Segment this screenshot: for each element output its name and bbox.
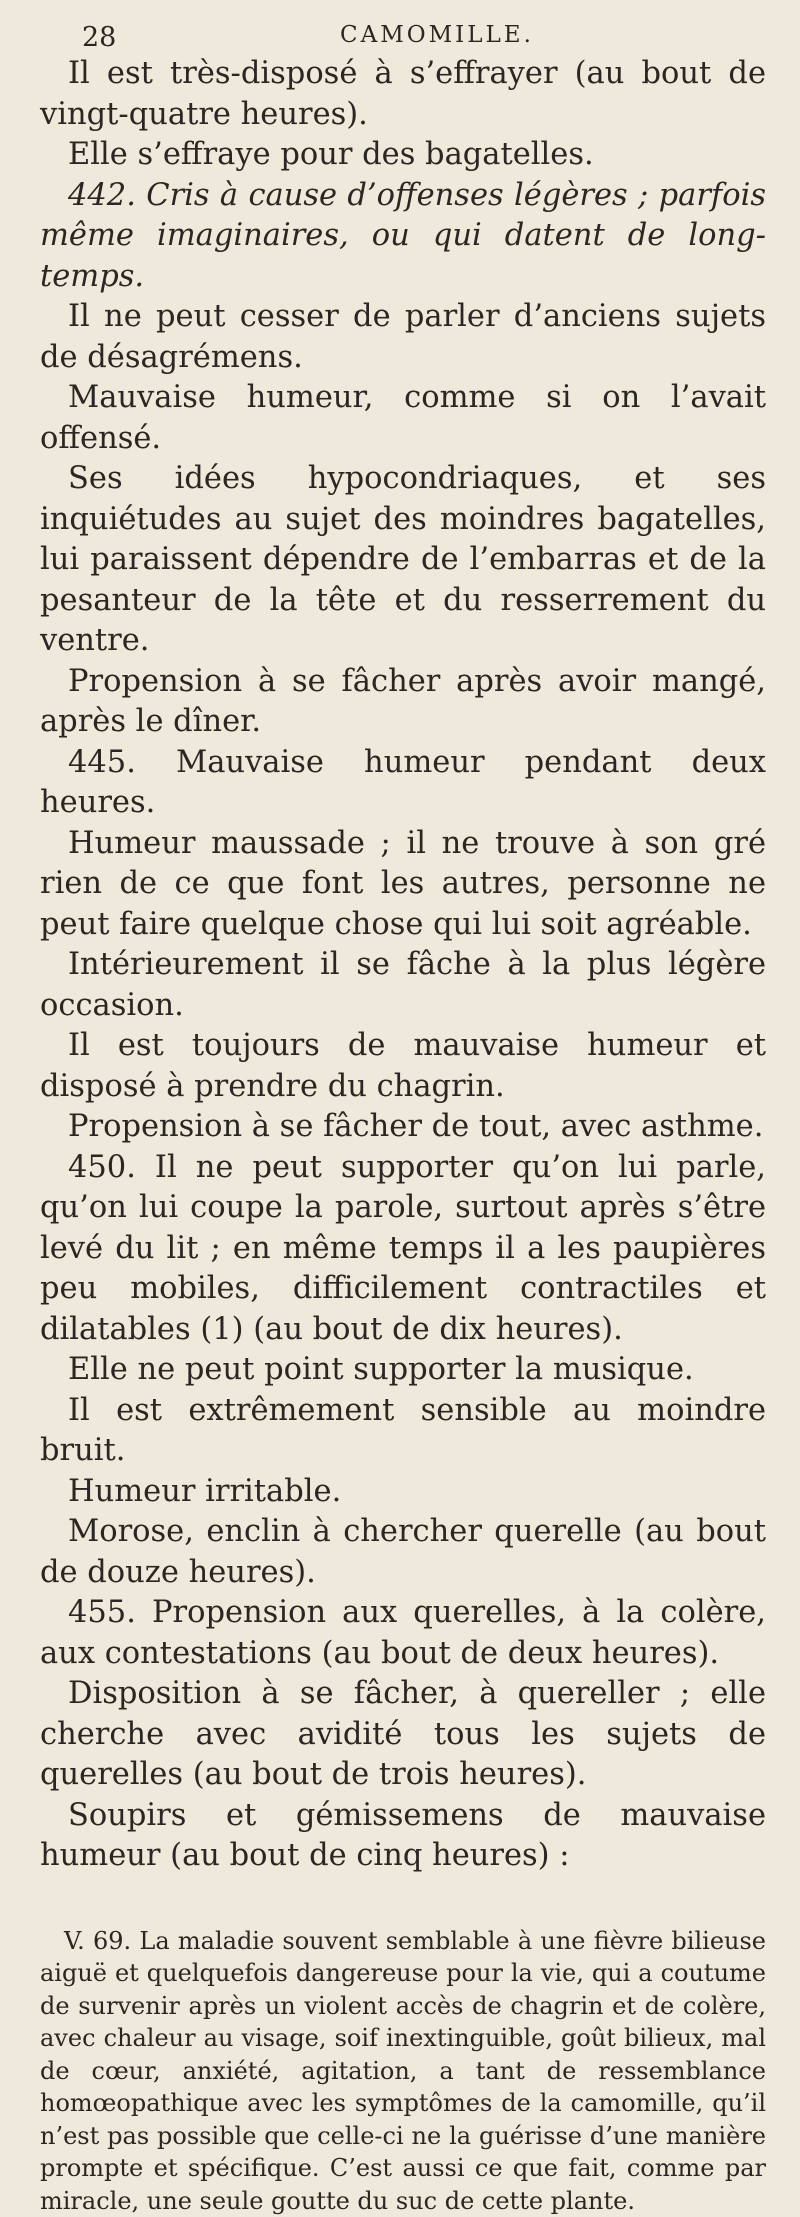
entry-paragraph: Intérieurement il se fâche à la plus légère occasion. bbox=[40, 945, 766, 1026]
entry-paragraph: 450. Il ne peut supporter qu’on lui parle, qu’on lui coupe la parole, surtout après s’être levé du lit ; en même temps il a les paupières peu mobiles, difficilement contractiles et dilatables (1) (au bout de dix heures). bbox=[40, 1148, 766, 1351]
entry-paragraph: Propension à se fâcher de tout, avec asthme. bbox=[40, 1107, 766, 1148]
entry-paragraph: 455. Propension aux querelles, à la colère, aux contestations (au bout de deux heures). bbox=[40, 1593, 766, 1674]
entry-paragraph: Humeur irritable. bbox=[40, 1472, 766, 1513]
entry-paragraph: Il est très-disposé à s’effrayer (au bout de vingt-quatre heures). bbox=[40, 54, 766, 135]
footnote-text: V. 69. La maladie souvent semblable à une fièvre bilieuse aiguë et quelquefois dangereuse pour la vie, qui a coutume de survenir après un violent accès de chagrin et de colère, avec chaleur au visage, soif inextinguible, goût bilieux, mal de cœur, anxiété, agitation, a tant de ressemblance homœopathique avec les symptômes de la camomille, qu’il n’est pas possible que celle-ci ne la guérisse d’une manière prompte et spécifique. C’est aussi ce que fait, comme par miracle, une seule goutte du suc de cette plante. bbox=[40, 1925, 766, 2217]
entry-paragraph: Disposition à se fâcher, à quereller ; elle cherche avec avidité tous les sujets de querelles (au bout de trois heures). bbox=[40, 1674, 766, 1796]
entry-paragraph: 442. Cris à cause d’offenses légères ; parfois même imaginaires, ou qui datent de long-temps. bbox=[40, 176, 766, 298]
running-title: CAMOMILLE. bbox=[340, 22, 534, 48]
entry-paragraph: Morose, enclin à chercher querelle (au bout de douze heures). bbox=[40, 1512, 766, 1593]
page-header bbox=[40, 10, 766, 54]
entry-paragraph: Ses idées hypocondriaques, et ses inquiétudes au sujet des moindres bagatelles, lui paraissent dépendre de l’embarras et de la pesanteur de la tête et du resserrement du ventre. bbox=[40, 459, 766, 662]
entry-paragraph: Il est toujours de mauvaise humeur et disposé à prendre du chagrin. bbox=[40, 1026, 766, 1107]
entry-paragraph: Humeur maussade ; il ne trouve à son gré rien de ce que font les autres, personne ne peut faire quelque chose qui lui soit agréable. bbox=[40, 824, 766, 946]
entry-paragraph: Elle ne peut point supporter la musique. bbox=[40, 1350, 766, 1391]
entry-paragraph: Propension à se fâcher après avoir mangé, après le dîner. bbox=[40, 662, 766, 743]
main-text bbox=[40, 54, 766, 1877]
entry-paragraph: Soupirs et gémissemens de mauvaise humeur (au bout de cinq heures) : bbox=[40, 1796, 766, 1877]
entry-paragraph: Elle s’effraye pour des bagatelles. bbox=[40, 135, 766, 176]
entry-paragraph: Il est extrêmement sensible au moindre bruit. bbox=[40, 1391, 766, 1472]
page-number: 28 bbox=[82, 22, 116, 53]
entry-paragraph: Mauvaise humeur, comme si on l’avait offensé. bbox=[40, 378, 766, 459]
entry-paragraph: 445. Mauvaise humeur pendant deux heures. bbox=[40, 743, 766, 824]
footnote-section bbox=[40, 1925, 766, 2217]
entry-paragraph: Il ne peut cesser de parler d’anciens sujets de désagrémens. bbox=[40, 297, 766, 378]
